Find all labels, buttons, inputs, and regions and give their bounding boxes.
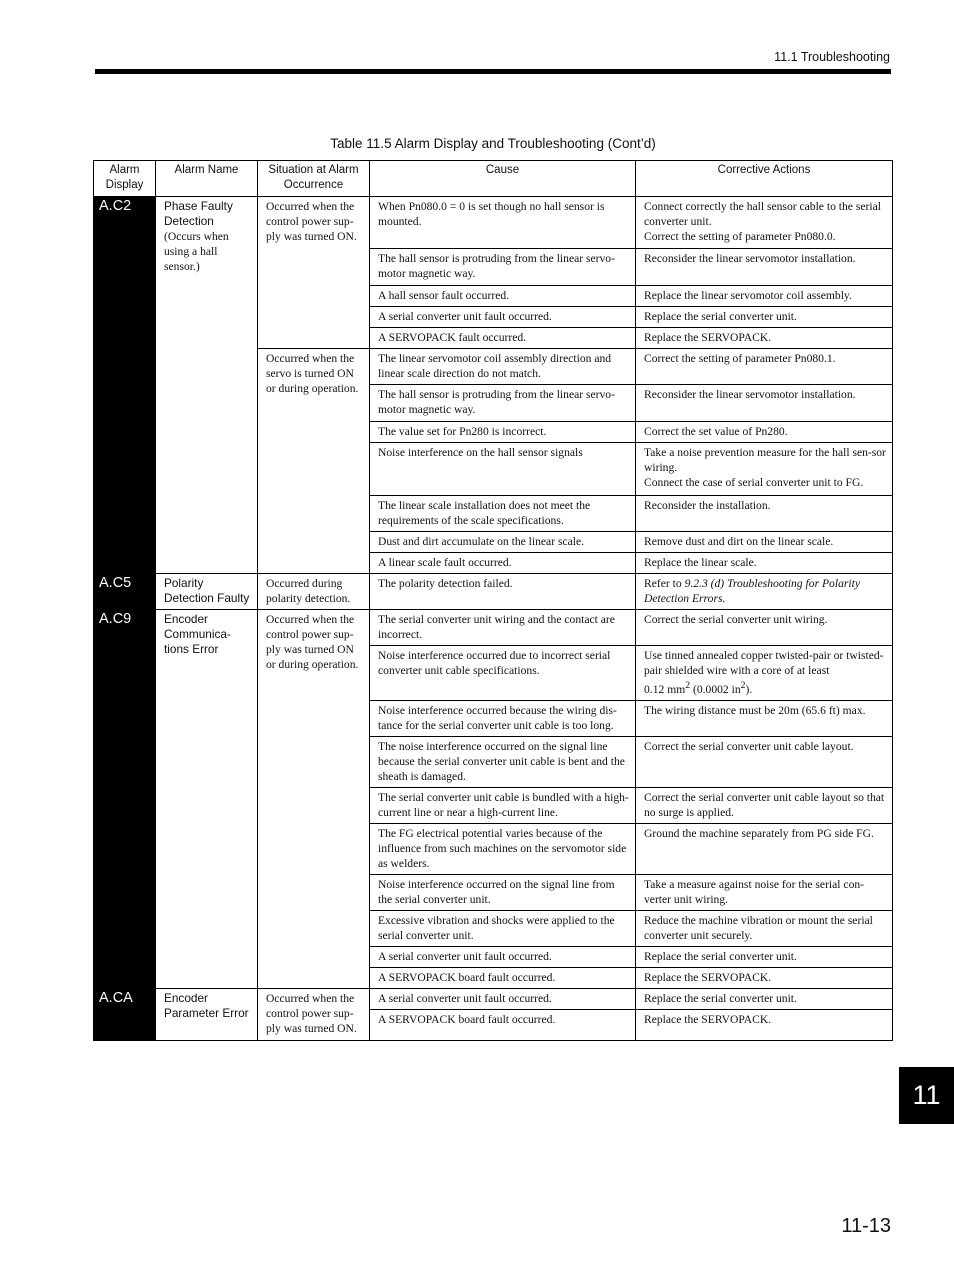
header-rule bbox=[95, 69, 891, 74]
running-header: 11.1 Troubleshooting bbox=[774, 50, 890, 64]
action-cell: Replace the serial converter unit. bbox=[636, 988, 893, 1009]
table-row bbox=[94, 197, 893, 249]
action-cell: Reduce the machine vibration or mount the serial converter unit securely. bbox=[636, 910, 893, 946]
cause-cell: The FG electrical potential varies because of the influence from such machines on the servomotor side as welders. bbox=[370, 823, 636, 874]
table-row bbox=[94, 610, 893, 646]
cause-cell: A serial converter unit fault occurred. bbox=[370, 946, 636, 967]
alarm-code-ca: A.CA bbox=[94, 988, 156, 1040]
action-cell: Ground the machine separately from PG side FG. bbox=[636, 823, 893, 874]
cause-cell: A SERVOPACK fault occurred. bbox=[370, 328, 636, 349]
table-row bbox=[94, 574, 893, 610]
action-cell: Replace the serial converter unit. bbox=[636, 946, 893, 967]
alarm-name-c5: Polarity Detection Faulty bbox=[156, 574, 258, 610]
chapter-tab: 11 bbox=[899, 1067, 954, 1124]
table-header-row bbox=[94, 161, 893, 197]
action-cell: Replace the SERVOPACK. bbox=[636, 328, 893, 349]
cause-cell: Noise interference occurred because the wiring dis-tance for the serial converter unit cable is too long. bbox=[370, 700, 636, 736]
cause-cell: The serial converter unit cable is bundled with a high-current line or near a high-current line. bbox=[370, 787, 636, 823]
cause-cell: A SERVOPACK board fault occurred. bbox=[370, 967, 636, 988]
col-header-corrective-actions: Corrective Actions bbox=[636, 161, 893, 197]
cause-cell: Dust and dirt accumulate on the linear scale. bbox=[370, 532, 636, 553]
cause-cell: A linear scale fault occurred. bbox=[370, 553, 636, 574]
cause-cell: A serial converter unit fault occurred. bbox=[370, 988, 636, 1009]
alarm-name-ca: Encoder Parameter Error bbox=[156, 988, 258, 1040]
action-cell: Reconsider the linear servomotor installation. bbox=[636, 385, 893, 422]
action-cell: Connect correctly the hall sensor cable to the serial converter unit. Correct the setting of parameter Pn080.0. bbox=[636, 197, 893, 249]
action-cell: Take a measure against noise for the serial con-verter unit wiring. bbox=[636, 874, 893, 910]
action-cell: Correct the serial converter unit wiring. bbox=[636, 610, 893, 646]
cause-cell: A SERVOPACK board fault occurred. bbox=[370, 1009, 636, 1040]
cause-cell: The polarity detection failed. bbox=[370, 574, 636, 610]
action-cell: Reconsider the linear servomotor installation. bbox=[636, 249, 893, 286]
cause-cell: The serial converter unit wiring and the contact are incorrect. bbox=[370, 610, 636, 646]
alarm-name-c2: Phase Faulty Detection (Occurs when using a hall sensor.) bbox=[156, 197, 258, 574]
cause-cell: The hall sensor is protruding from the linear servo-motor magnetic way. bbox=[370, 385, 636, 422]
alarm-name-c9: Encoder Communica-tions Error bbox=[156, 610, 258, 989]
col-header-situation: Situation at Alarm Occurrence bbox=[258, 161, 370, 197]
action-cell: Correct the set value of Pn280. bbox=[636, 422, 893, 443]
col-header-alarm-display: Alarm Display bbox=[94, 161, 156, 197]
cause-cell: Noise interference occurred due to incorrect serial converter unit cable specifications. bbox=[370, 646, 636, 701]
action-cell: Use tinned annealed copper twisted-pair or twisted-pair shielded wire with a core of at least 0.12 $mm^2$ (0.0002 $in^2$). bbox=[636, 646, 893, 701]
alarm-code-c2: A.C2 bbox=[94, 197, 156, 574]
table-row bbox=[94, 988, 893, 1009]
cause-cell: The noise interference occurred on the signal line because the serial converter unit cable is bent and the sheath is damaged. bbox=[370, 736, 636, 787]
cause-cell: The value set for Pn280 is incorrect. bbox=[370, 422, 636, 443]
situation-cell: Occurred when the control power sup-ply was turned ON. bbox=[258, 988, 370, 1040]
action-cell: Refer to 9.2.3 (d) Troubleshooting for Polarity Detection Errors. bbox=[636, 574, 893, 610]
cause-cell: Excessive vibration and shocks were applied to the serial converter unit. bbox=[370, 910, 636, 946]
situation-cell: Occurred during polarity detection. bbox=[258, 574, 370, 610]
cause-cell: When Pn080.0 = 0 is set though no hall sensor is mounted. bbox=[370, 197, 636, 249]
cause-cell: The linear scale installation does not meet the requirements of the scale specifications. bbox=[370, 496, 636, 532]
action-cell: Correct the serial converter unit cable layout so that no surge is applied. bbox=[636, 787, 893, 823]
cause-cell: Noise interference occurred on the signal line from the serial converter unit. bbox=[370, 874, 636, 910]
cause-cell: Noise interference on the hall sensor signals bbox=[370, 443, 636, 496]
action-cell: Take a noise prevention measure for the hall sen-sor wiring. Connect the case of serial converter unit to FG. bbox=[636, 443, 893, 496]
action-cell: Replace the linear servomotor coil assembly. bbox=[636, 286, 893, 307]
col-header-alarm-name: Alarm Name bbox=[156, 161, 258, 197]
cause-cell: The linear servomotor coil assembly direction and linear scale direction do not match. bbox=[370, 349, 636, 385]
action-cell: Remove dust and dirt on the linear scale. bbox=[636, 532, 893, 553]
situation-cell: Occurred when the servo is turned ON or during operation. bbox=[258, 349, 370, 574]
alarm-table bbox=[93, 160, 893, 1041]
page-number: 11-13 bbox=[841, 1215, 891, 1237]
alarm-code-c5: A.C5 bbox=[94, 574, 156, 610]
situation-cell: Occurred when the control power sup-ply was turned ON. bbox=[258, 197, 370, 349]
col-header-cause: Cause bbox=[370, 161, 636, 197]
cause-cell: The hall sensor is protruding from the linear servo-motor magnetic way. bbox=[370, 249, 636, 286]
action-cell: Replace the SERVOPACK. bbox=[636, 967, 893, 988]
cross-reference: 9.2.3 (d) Troubleshooting for Polarity Detection Errors. bbox=[644, 577, 860, 605]
action-cell: Correct the setting of parameter Pn080.1. bbox=[636, 349, 893, 385]
situation-cell: Occurred when the control power sup-ply was turned ON or during operation. bbox=[258, 610, 370, 989]
action-cell: Replace the linear scale. bbox=[636, 553, 893, 574]
alarm-code-c9: A.C9 bbox=[94, 610, 156, 989]
action-cell: Replace the SERVOPACK. bbox=[636, 1009, 893, 1040]
action-cell: The wiring distance must be 20m (65.6 ft) max. bbox=[636, 700, 893, 736]
action-cell: Replace the serial converter unit. bbox=[636, 307, 893, 328]
table-caption: Table 11.5 Alarm Display and Troubleshooting (Cont’d) bbox=[330, 136, 656, 151]
cause-cell: A hall sensor fault occurred. bbox=[370, 286, 636, 307]
cause-cell: A serial converter unit fault occurred. bbox=[370, 307, 636, 328]
action-cell: Reconsider the installation. bbox=[636, 496, 893, 532]
action-cell: Correct the serial converter unit cable layout. bbox=[636, 736, 893, 787]
